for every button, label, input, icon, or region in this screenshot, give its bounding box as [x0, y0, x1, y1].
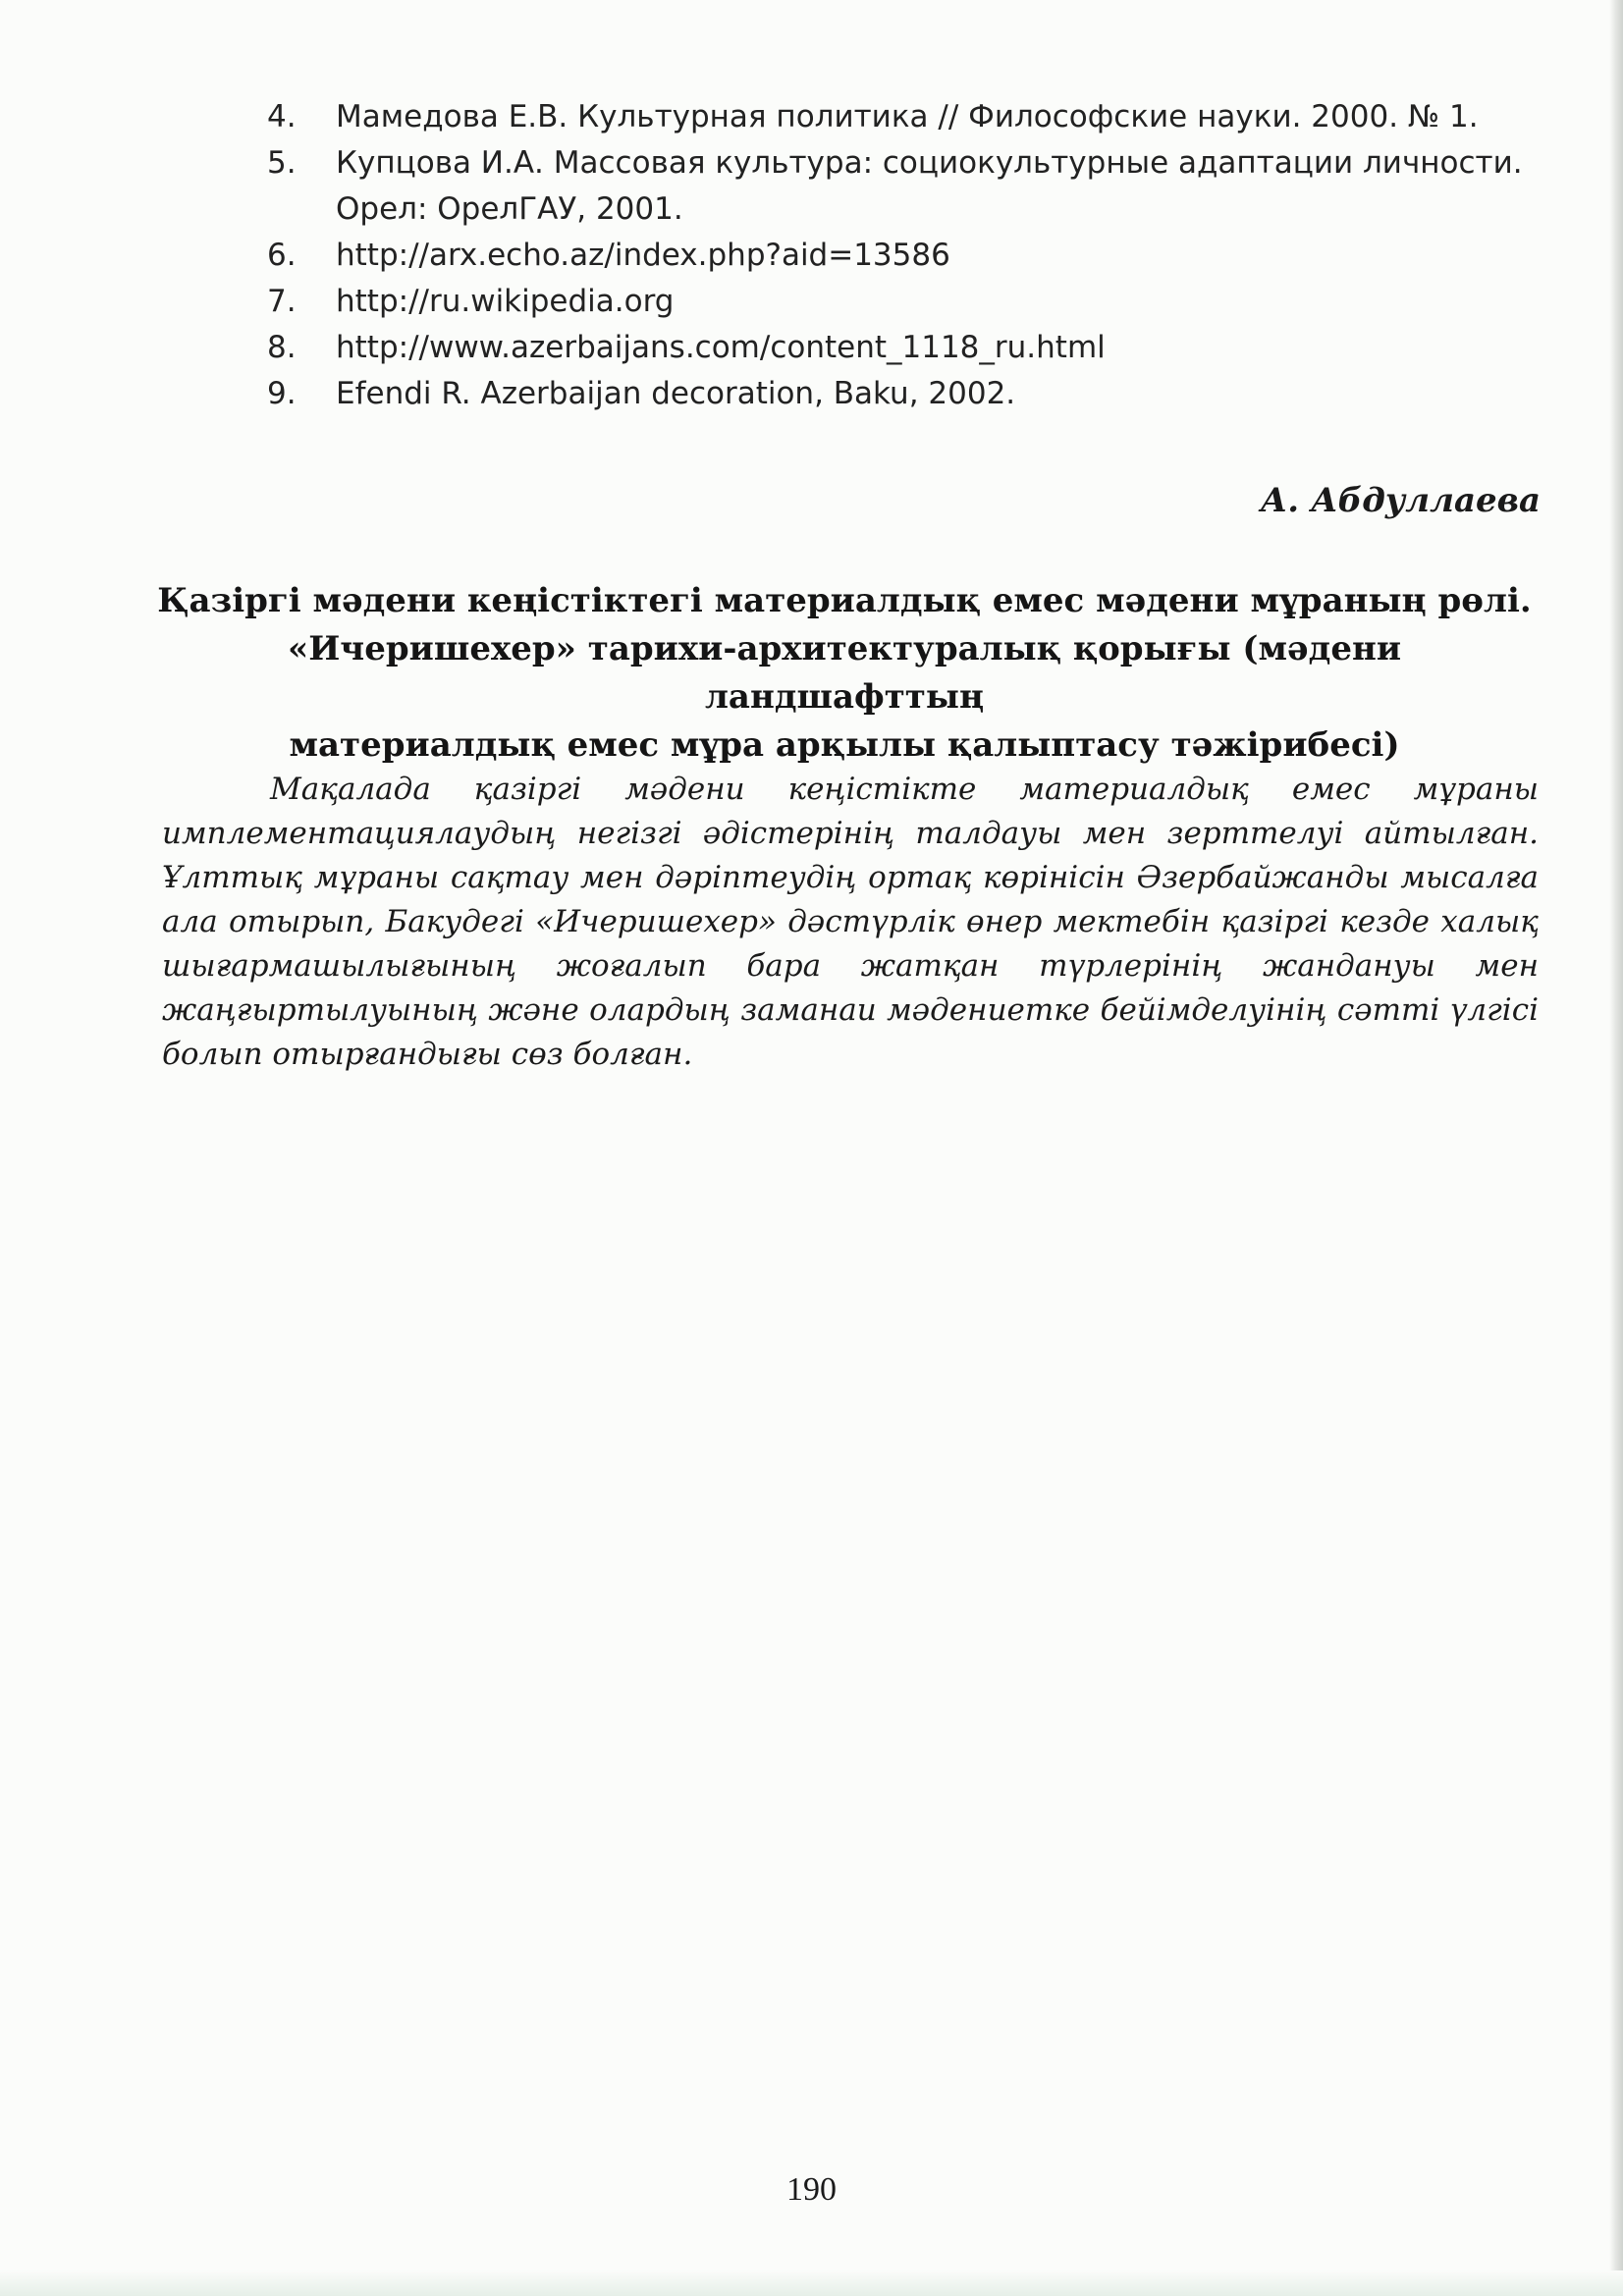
reference-list [267, 94, 1543, 417]
reference-text: http://ru.wikipedia.org [336, 284, 675, 319]
reference-number: 8. [267, 330, 297, 365]
scan-edge-shadow [1609, 0, 1623, 2296]
title-line: материалдық емес мұра арқылы қалыптасу тәжірибесі) [289, 725, 1400, 765]
reference-text: Купцова И.А. Массовая культура: социокультурные адаптации личности. Орел: ОрелГАУ, 2001. [336, 145, 1523, 227]
reference-item [267, 279, 1543, 325]
reference-number: 6. [267, 238, 297, 273]
reference-number: 5. [267, 145, 297, 181]
reference-item [267, 233, 1543, 279]
article-title [147, 577, 1542, 770]
reference-text: Мамедова Е.В. Культурная политика // Философские науки. 2000. № 1. [336, 99, 1479, 134]
scan-bottom-shadow [0, 2270, 1623, 2296]
article-abstract: Мақалада қазіргі мәдени кеңістікте материалдық емес мұраны имплементациялаудың негізгі әдістерінің талдауы мен зерттелуі айтылған. Ұлттық мұраны сақтау мен дәріптеудің ортақ көрінісін Әзербайжанды мысалға ала отырып, Бакудегі «Ичеришехер» дәстүрлік өнер мектебін қазіргі кезде халық шығармашылығының жоғалып бара жатқан түрлерінің жандануы мен жаңғыртылуының және олардың заманаи мәдениетке бейімделуінің сәтті үлгісі болып отырғандығы сөз болған. [162, 772, 1539, 1072]
title-line: Қазіргі мәдени кеңістіктегі материалдық емес мәдени мұраның рөлі. [157, 581, 1532, 620]
reference-number: 9. [267, 376, 297, 411]
title-line: «Ичеришехер» тарихи-архитектуралық қорығы (мәдени ландшафттың [287, 629, 1402, 717]
reference-number: 7. [267, 284, 297, 319]
reference-text: http://www.azerbaijans.com/content_1118_ru.html [336, 330, 1106, 365]
reference-text: http://arx.echo.az/index.php?aid=13586 [336, 238, 950, 273]
reference-item [267, 371, 1543, 417]
reference-item [267, 94, 1543, 140]
reference-item [267, 140, 1543, 233]
reference-text: Efendi R. Azerbaijan decoration, Baku, 2002. [336, 376, 1016, 411]
article-author: А. Абдуллаева [1260, 481, 1541, 520]
page-number: 190 [786, 2171, 837, 2208]
reference-item [267, 325, 1543, 371]
reference-number: 4. [267, 99, 297, 134]
